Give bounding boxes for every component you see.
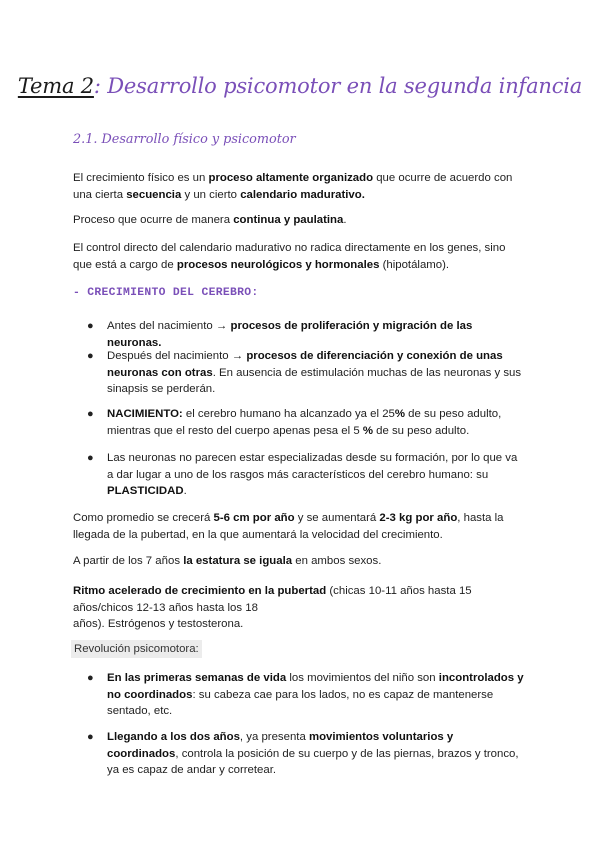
text: y se aumentará [294, 512, 380, 524]
text: de su peso adulto, mientras que el resto del cuerpo apenas pesa el 5 [107, 408, 502, 437]
bold-text: la estatura se iguala [183, 555, 293, 567]
bold-text: Ritmo acelerado de crecimiento en la pubertad [73, 585, 327, 597]
bold-text: 2-3 kg por año [379, 512, 458, 524]
bold-text: NACIMIENTO: [107, 408, 183, 420]
bullet-icon: ● [87, 320, 94, 332]
list-item [87, 450, 525, 500]
text: que ocurre de acuerdo con una cierta [73, 172, 513, 201]
revolution-label: Revolución psicomotora: [71, 640, 202, 658]
text: : su cabeza cae para los lados, no es capaz de mantenerse sentado, etc. [107, 688, 494, 717]
text: de su peso adulto. [372, 424, 470, 437]
bullet-icon: ● [87, 731, 94, 743]
title-rest: : Desarrollo psicomotor en la segunda infancia [93, 74, 583, 98]
text: (chicas 10-11 años hasta 15 años/chicos 12-13 años hasta los 18 [73, 585, 472, 614]
arrow-icon: → [231, 350, 244, 362]
bold-text: 5-6 cm por año [213, 512, 295, 524]
bold-text: procesos de proliferación y migración de las neuronas. [107, 320, 473, 349]
paragraph-puberty [73, 583, 525, 633]
bold-text: % [394, 408, 406, 420]
bold-text: En las primeras semanas de vida [107, 672, 287, 684]
bold-text: % [362, 424, 373, 437]
text: , controla la posición de su cuerpo y de las piernas, brazos y tronco, ya es capaz de andar y corretear. [107, 747, 519, 776]
text: (hipotálamo). [379, 258, 450, 271]
list-item [87, 670, 525, 720]
bold-text: Llegando a los dos años [107, 731, 240, 743]
section-heading: 2.1. Desarrollo físico y psicomotor [73, 132, 296, 147]
arrow-icon: → [215, 320, 228, 332]
bold-text: movimientos voluntarios y coordinados [107, 731, 454, 760]
bullet-icon: ● [87, 672, 94, 684]
page-title [0, 74, 600, 98]
bullet-icon: ● [87, 452, 94, 464]
text: el cerebro humano ha alcanzado ya el 25 [182, 408, 395, 420]
paragraph-process [73, 212, 525, 229]
text: . En ausencia de estimulación muchas de las neuronas y sus sinapsis se perderán. [107, 366, 522, 395]
text: El control directo del calendario madurativo no radica directamente en los genes, sino que está a cargo de [73, 242, 506, 271]
bold-text: procesos de diferenciación y conexión de unas neuronas con otras [107, 350, 503, 379]
text: en ambos sexos. [292, 555, 382, 567]
paragraph-control [73, 240, 525, 273]
text: Proceso que ocurre de manera [73, 214, 234, 226]
paragraph-height [73, 553, 525, 570]
bullet-icon: ● [87, 350, 94, 362]
bold-text: calendario madurativo. [240, 188, 365, 201]
text: . [183, 485, 187, 497]
text: Después del nacimiento [107, 350, 232, 362]
text: los movimientos del niño son [286, 672, 439, 684]
list-item [87, 348, 525, 398]
list-item [87, 406, 525, 439]
bullet-icon: ● [87, 408, 94, 420]
list-item [87, 729, 525, 779]
bold-text: procesos neurológicos y hormonales [176, 258, 380, 271]
text: y un cierto [181, 188, 241, 201]
text: años). Estrógenos y testosterona. [73, 618, 244, 630]
list-item [87, 318, 525, 351]
text: Antes del nacimiento [107, 320, 216, 332]
bold-text: continua y paulatina [233, 214, 344, 226]
paragraph-growth-average [73, 510, 525, 543]
bold-text: secuencia [126, 188, 182, 201]
text: A partir de los 7 años [73, 555, 184, 567]
text: . [343, 214, 347, 226]
bold-text: proceso altamente organizado [208, 172, 374, 184]
text: , hasta la llegada de la pubertad, en la que aumentará la velocidad del crecimiento. [73, 512, 504, 541]
text: , ya presenta [239, 731, 309, 743]
title-prefix: Tema 2 [17, 74, 94, 98]
bold-text: PLASTICIDAD [107, 485, 184, 497]
text: Las neuronas no parecen estar especializadas desde su formación, por lo que va a dar lugar a uno de los rasgos más característicos del cerebro humano: su [107, 452, 518, 481]
text: Como promedio se crecerá [73, 512, 214, 524]
bold-text: incontrolados y no coordinados [107, 672, 524, 701]
brain-growth-heading: - CRECIMIENTO DEL CEREBRO: [73, 287, 259, 299]
paragraph-physical-growth [73, 170, 525, 203]
text: El crecimiento físico es un [73, 172, 209, 184]
